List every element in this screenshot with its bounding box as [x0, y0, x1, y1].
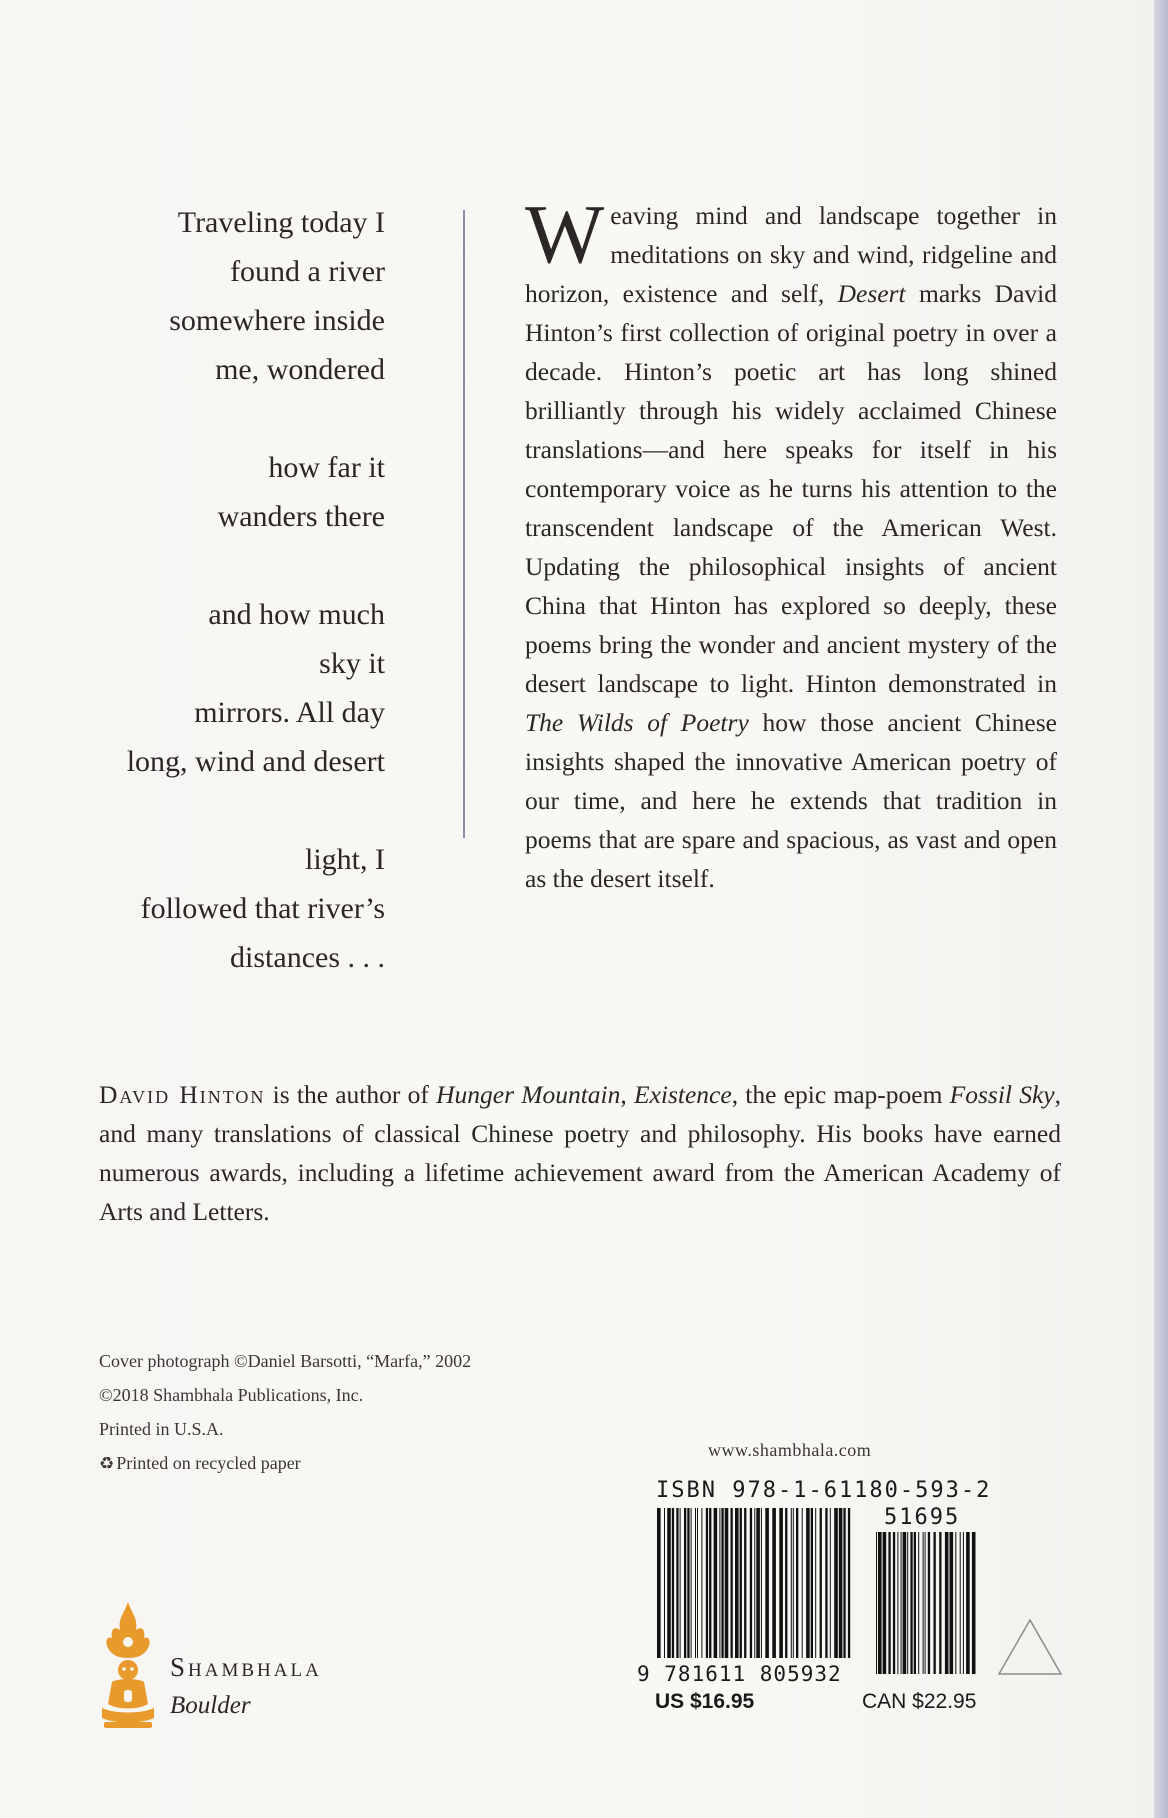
barcode-bar [735, 1508, 739, 1658]
drop-cap: W [525, 188, 605, 281]
barcode-bar [714, 1508, 718, 1658]
price-us: US $16.95 [655, 1690, 755, 1713]
italic-title: Hunger Mountain [436, 1080, 621, 1109]
barcode-bar [815, 1508, 816, 1658]
barcode-bar [706, 1508, 708, 1658]
recycled-text: Printed on recycled paper [116, 1453, 301, 1473]
barcode-bar [765, 1508, 769, 1658]
recycle-icon: ♻ [99, 1454, 115, 1473]
shambhala-flame-logo-icon [98, 1600, 158, 1730]
isbn-text: ISBN 978-1-61180-593-2 [656, 1478, 992, 1503]
text-run: is the author of [272, 1080, 437, 1109]
italic-title: The Wilds of Poetry [525, 708, 749, 737]
barcode-bar [750, 1508, 752, 1658]
barcode-bar [740, 1508, 742, 1658]
poem-line: distances . . . [230, 941, 385, 974]
book-spine-edge [1154, 0, 1168, 1818]
barcode-bar [878, 1532, 882, 1674]
publisher-name: Shambhala [170, 1652, 322, 1682]
barcode-addon [874, 1532, 978, 1674]
photo-credit: Cover photograph ©Daniel Barsotti, “Marfa,” 2002 [99, 1351, 472, 1371]
author-bio [99, 1075, 1061, 1231]
text-run: , the epic map-poem [731, 1080, 950, 1109]
barcode-bar [687, 1508, 689, 1658]
barcode-bar [756, 1508, 760, 1658]
barcode-bar [848, 1508, 850, 1658]
barcode-bar [791, 1508, 792, 1658]
barcode-bar [907, 1532, 908, 1674]
barcode-bar [667, 1508, 671, 1658]
text-run: eaving mind and landscape together in meditations on sky and wind, ridgeline and horizon, existence and self, [525, 201, 1057, 308]
author-name: David Hinton [99, 1080, 266, 1109]
barcode-bar [684, 1508, 686, 1658]
barcode-bar [972, 1532, 976, 1674]
triangle-mark-icon [995, 1616, 1065, 1678]
barcode-bar [897, 1532, 898, 1674]
barcode-bar [950, 1532, 954, 1674]
recycled-line [99, 1446, 471, 1481]
barcode-bar [772, 1508, 776, 1658]
barcode-bar [719, 1508, 720, 1658]
text-run: , [620, 1080, 634, 1109]
barcode-bar [721, 1508, 723, 1658]
barcode-bar [960, 1532, 961, 1674]
poem-line: sky it [319, 647, 385, 680]
barcode-bar [664, 1508, 665, 1658]
barcode-bar [918, 1532, 919, 1674]
barcode-bar [680, 1508, 681, 1658]
barcode-bar [761, 1508, 762, 1658]
barcode-ean [655, 1508, 855, 1674]
barcode-bar [806, 1508, 810, 1658]
barcode-bar [934, 1532, 936, 1674]
barcode-bar [811, 1508, 813, 1658]
barcode-bar [709, 1508, 711, 1658]
stanza-break [60, 541, 385, 590]
barcode-bar [843, 1508, 845, 1658]
barcode-bar [914, 1532, 916, 1674]
barcode-bar [793, 1508, 794, 1658]
barcode-bar [785, 1508, 787, 1658]
price-can: CAN $22.95 [862, 1690, 977, 1713]
barcode-bar [676, 1508, 678, 1658]
poem-line: and how much [208, 598, 385, 631]
poem-line: Traveling today I [177, 206, 385, 239]
barcode-bar [697, 1508, 698, 1658]
text-run: marks David Hinton’s first collection of original poetry in over a decade. Hinton’s poetic art has long shined brilliantly through his widely acclaimed Chinese translations—and here speaks for itself in his contemporary voice as he turns his attention to the transcendent landscape of the American West. Updating the philosophical insights of ancient China that Hinton has explored so deeply, these poems bring the wonder and ancient mystery of the desert landscape to light. Hinton demonstrated in [525, 279, 1058, 698]
column-divider [463, 210, 465, 838]
barcode-bar [903, 1532, 907, 1674]
italic-title: Existence [634, 1080, 732, 1109]
italic-title: Fossil Sky [949, 1080, 1055, 1109]
barcode-bar [754, 1508, 755, 1658]
printed-in-line: Printed in U.S.A. [99, 1419, 224, 1439]
barcode-bar [701, 1508, 702, 1658]
barcode-bar [731, 1508, 733, 1658]
barcode-bar [966, 1532, 970, 1674]
poem-line: wanders there [217, 500, 385, 533]
barcode-bar [657, 1508, 661, 1658]
barcode-bar [925, 1532, 926, 1674]
barcode-bar [923, 1532, 924, 1674]
copyright-line: ©2018 Shambhala Publications, Inc. [99, 1385, 364, 1405]
barcode-bar [883, 1532, 887, 1674]
book-description [525, 188, 1058, 898]
barcode-bar [888, 1532, 890, 1674]
barcode-bar [725, 1508, 729, 1658]
barcode-bar [910, 1532, 912, 1674]
text-run: how those ancient Chinese insights shaped the innovative American poetry of our time, and here he extends that tradition in poems that are spare and spacious, as vast and open as the desert itself. [525, 708, 1057, 893]
barcode-bar [802, 1508, 803, 1658]
stanza-break [60, 394, 385, 443]
poem-line: found a river [230, 255, 385, 288]
barcode-bar [893, 1532, 895, 1674]
barcode-bar [901, 1532, 902, 1674]
barcode-bar [963, 1532, 964, 1674]
barcode-bar [744, 1508, 746, 1658]
poem-line: somewhere inside [169, 304, 385, 337]
poem-line: light, I [305, 843, 385, 876]
italic-title: Desert [837, 279, 906, 308]
barcode-bar [779, 1508, 783, 1658]
barcode-bar [825, 1508, 827, 1658]
publisher-url[interactable]: www.shambhala.com [708, 1440, 872, 1460]
stanza-break [60, 786, 385, 835]
barcode-bar [830, 1508, 831, 1658]
ean-digits: 9 781611 805932 [637, 1662, 842, 1686]
poem-line: long, wind and desert [126, 745, 385, 778]
publisher-city: Boulder [170, 1692, 251, 1719]
barcode-bar [834, 1508, 838, 1658]
barcode-bar [955, 1532, 956, 1674]
barcode-bar [939, 1532, 941, 1674]
poem-line: followed that river’s [140, 892, 385, 925]
price-addon-digits: 51695 [884, 1505, 961, 1530]
barcode-bar [796, 1508, 798, 1658]
poem-line: me, wondered [215, 353, 385, 386]
barcode-bar [691, 1508, 692, 1658]
barcode-bar [695, 1508, 696, 1658]
text-run: , and many translations of classical Chinese poetry and philosophy. His books have earned numerous awards, including a lifetime achievement award from the American Academy of Arts and Letters. [99, 1080, 1062, 1226]
poem-line: how far it [268, 451, 385, 484]
barcode-bar [945, 1532, 949, 1674]
barcode-bar [839, 1508, 843, 1658]
barcode-bar [672, 1508, 674, 1658]
barcode-bar [876, 1532, 877, 1674]
barcode-bar [928, 1532, 930, 1674]
poem [60, 198, 385, 982]
poem-line: mirrors. All day [194, 696, 385, 729]
barcode-bar [820, 1508, 822, 1658]
credits [99, 1344, 471, 1481]
